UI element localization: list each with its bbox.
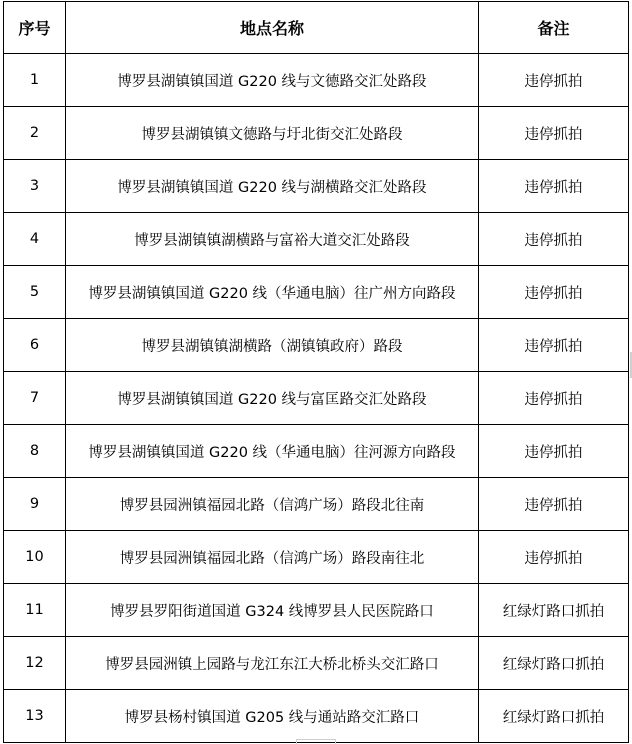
row-index: 1 (4, 54, 66, 107)
row-note: 违停抓拍 (479, 319, 629, 372)
table-header-row (4, 2, 629, 54)
row-location: 博罗县湖镇镇国道 G220 线（华通电脑）往广州方向路段 (66, 266, 479, 319)
row-note: 红绿灯路口抓拍 (479, 690, 629, 743)
row-location: 博罗县园洲镇福园北路（信鸿广场）路段南往北 (66, 531, 479, 584)
table-row (4, 425, 629, 478)
table-row (4, 160, 629, 213)
row-note: 违停抓拍 (479, 54, 629, 107)
table-row (4, 266, 629, 319)
row-location: 博罗县湖镇镇湖横路（湖镇镇政府）路段 (66, 319, 479, 372)
row-location: 博罗县园洲镇福园北路（信鸿广场）路段北往南 (66, 478, 479, 531)
table-row (4, 478, 629, 531)
row-index: 13 (4, 690, 66, 743)
row-location: 博罗县杨村镇国道 G205 线与通站路交汇路口 (66, 690, 479, 743)
header-note: 备注 (479, 2, 629, 54)
camera-location-table (3, 1, 629, 743)
row-index: 12 (4, 637, 66, 690)
table-row (4, 213, 629, 266)
row-note: 红绿灯路口抓拍 (479, 637, 629, 690)
row-location: 博罗县罗阳街道国道 G324 线博罗县人民医院路口 (66, 584, 479, 637)
row-location: 博罗县湖镇镇文德路与圩北街交汇处路段 (66, 107, 479, 160)
row-location: 博罗县湖镇镇湖横路与富裕大道交汇处路段 (66, 213, 479, 266)
row-index: 6 (4, 319, 66, 372)
row-location: 博罗县湖镇镇国道 G220 线与文德路交汇处路段 (66, 54, 479, 107)
row-index: 7 (4, 372, 66, 425)
row-location: 博罗县湖镇镇国道 G220 线与富匡路交汇处路段 (66, 372, 479, 425)
table-row (4, 54, 629, 107)
row-index: 4 (4, 213, 66, 266)
row-note: 违停抓拍 (479, 160, 629, 213)
row-location: 博罗县湖镇镇国道 G220 线与湖横路交汇处路段 (66, 160, 479, 213)
row-index: 3 (4, 160, 66, 213)
table-row (4, 690, 629, 743)
row-note: 违停抓拍 (479, 213, 629, 266)
table-row (4, 372, 629, 425)
row-note: 违停抓拍 (479, 425, 629, 478)
row-note: 违停抓拍 (479, 107, 629, 160)
header-location: 地点名称 (66, 2, 479, 54)
row-index: 2 (4, 107, 66, 160)
row-note: 红绿灯路口抓拍 (479, 584, 629, 637)
row-index: 11 (4, 584, 66, 637)
row-note: 违停抓拍 (479, 478, 629, 531)
row-index: 9 (4, 478, 66, 531)
row-note: 违停抓拍 (479, 531, 629, 584)
row-index: 5 (4, 266, 66, 319)
table-row (4, 531, 629, 584)
row-location: 博罗县湖镇镇国道 G220 线（华通电脑）往河源方向路段 (66, 425, 479, 478)
row-index: 8 (4, 425, 66, 478)
table-row (4, 584, 629, 637)
header-index: 序号 (4, 2, 66, 54)
row-note: 违停抓拍 (479, 372, 629, 425)
row-location: 博罗县园洲镇上园路与龙江东江大桥北桥头交汇路口 (66, 637, 479, 690)
table-row (4, 107, 629, 160)
table-row (4, 319, 629, 372)
row-index: 10 (4, 531, 66, 584)
page-bottom-marker (296, 739, 336, 744)
table-row (4, 637, 629, 690)
row-note: 违停抓拍 (479, 266, 629, 319)
